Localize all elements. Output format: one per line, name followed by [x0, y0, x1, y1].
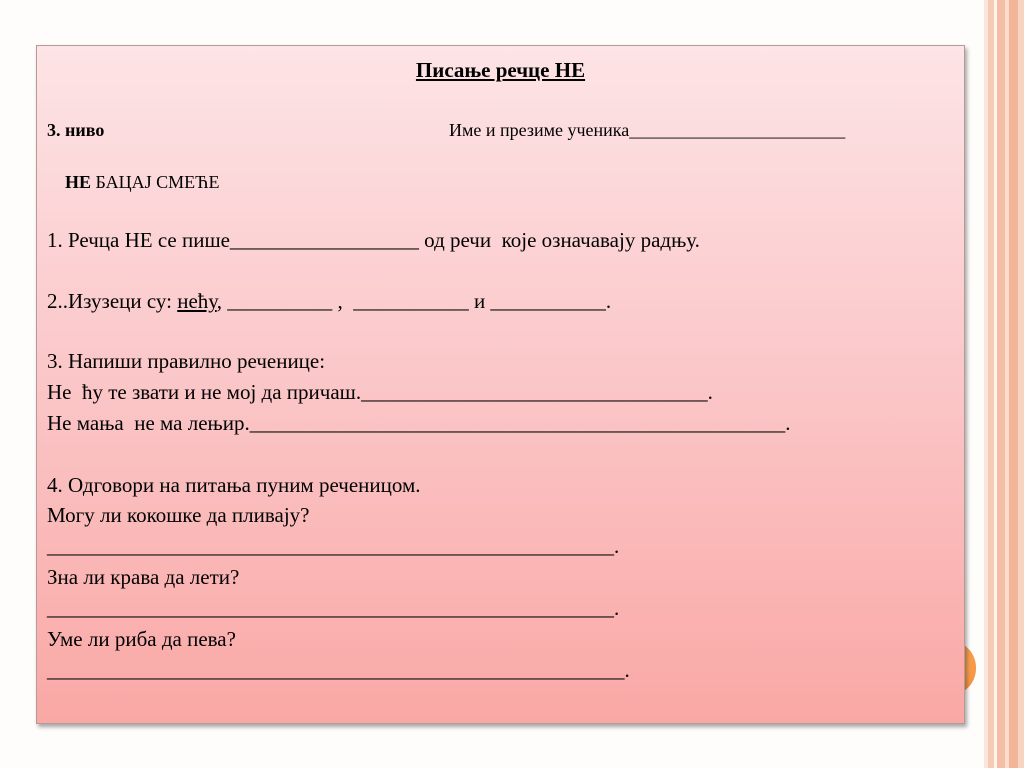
question-4-answer-2: ______________________________________________________.: [47, 596, 620, 620]
slogan-bold: НЕ: [65, 172, 92, 192]
stripe: [997, 0, 1005, 768]
question-1: 1. Речца НЕ се пише__________________ од речи које означавају радњу.: [47, 228, 700, 252]
stripe: [1018, 0, 1024, 768]
question-4-q1: Могу ли кокошке да пливају?: [47, 503, 310, 527]
level-label: 3. ниво: [47, 120, 105, 140]
question-4-q2: Зна ли крава да лети?: [47, 565, 240, 589]
question-4-title: 4. Одговори на питања пуним реченицом.: [47, 473, 421, 497]
slogan-rest: БАЦАЈ СМЕЋЕ: [91, 172, 220, 192]
question-2-example: нећу: [177, 289, 217, 313]
stripe: [1009, 0, 1018, 768]
question-3-line-2: Не мања не ма лењир.___________________________________________________.: [47, 411, 791, 435]
question-2-prefix: 2..Изузеци су:: [47, 289, 178, 313]
question-3-line-1: Не ћу те звати и не мој да причаш._________________________________.: [47, 380, 713, 404]
decorative-stripes: [984, 0, 1024, 768]
worksheet-title: Писање речце НЕ: [415, 58, 586, 82]
question-2: [47, 289, 611, 314]
question-4-answer-1: ______________________________________________________.: [47, 534, 620, 558]
question-4-q3: Уме ли риба да пева?: [47, 627, 236, 651]
question-3-title: 3. Напиши правилно реченице:: [47, 349, 326, 373]
question-4-answer-3: _______________________________________________________.: [47, 658, 630, 682]
slogan: [65, 172, 219, 193]
student-name-field: Име и презиме ученика________________________: [449, 120, 846, 140]
worksheet-card: [36, 45, 965, 724]
question-2-blanks: , __________ , ___________ и ___________.: [216, 289, 612, 313]
